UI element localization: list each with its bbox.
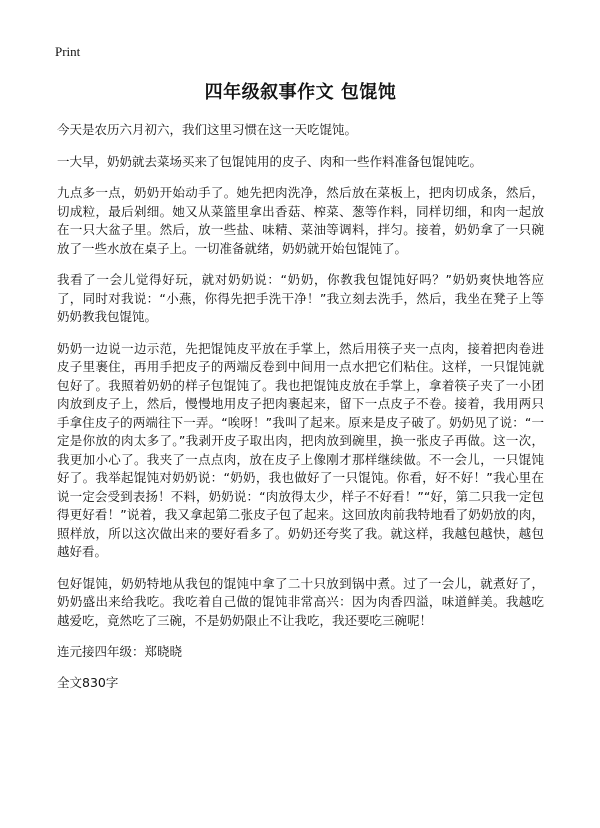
article-paragraph-4: 我看了一会儿觉得好玩，就对奶奶说：“奶奶，你教我包馄饨好吗？”奶奶爽快地答应了，同时对我说：“小燕，你得先把手洗干净！”我立刻去洗手，然后，我坐在凳子上等奶奶教我包馄饨。 [57, 272, 544, 324]
article-title: 四年级叙事作文 包馄饨 [204, 82, 397, 103]
article-paragraph-3: 九点多一点，奶奶开始动手了。她先把肉洗净，然后放在菜板上，把肉切成条，然后，切成粒，最后剁细。她又从菜篮里拿出香菇、榨菜、葱等作料，同样切细，和肉一起放在一只大盆子里。然后，放一些盐、味精、菜油等调料，拌匀。接着，奶奶拿了一只碗放了一些水放在桌子上。一切准备就绪，奶奶就开始包馄饨了。 [57, 185, 544, 256]
article-paragraph-2: 一大早，奶奶就去菜场买来了包馄饨用的皮子、肉和一些作料准备包馄饨吃。 [57, 153, 483, 169]
word-count: 全文830字 [57, 675, 119, 690]
article-paragraph-6: 包好馄饨，奶奶特地从我包的馄饨中拿了二十只放到锅中煮。过了一会儿，就煮好了，奶奶盛出来给我吃。我吃着自己做的馄饨非常高兴：因为肉香四溢，味道鲜美。我越吃越爱吃，竟然吃了三碗，不是奶奶限止不让我吃，我还要吃三碗呢！ [57, 575, 544, 628]
print-link[interactable]: Print [55, 44, 81, 59]
author-line: 连元接四年级：郑晓晓 [57, 644, 183, 659]
article-paragraph-1: 今天是农历六月初六，我们这里习惯在这一天吃馄饨。 [57, 122, 358, 137]
article-paragraph-5: 奶奶一边说一边示范，先把馄饨皮平放在手掌上，然后用筷子夹一点肉，接着把肉卷进皮子里裹住，再用手把皮子的两端反卷到中间用一点水把它们粘住。这样，一只馄饨就包好了。我照着奶奶的样子包馄饨了。我也把馄饨皮放在手掌上，拿着筷子夹了一小团肉放到皮子上，然后，慢慢地用皮子把肉裹起来，留下一点皮子不卷。接着，我用两只手拿住皮子的两端往下一弄。“唉呀！”我叫了起来。原来是皮子破了。奶奶见了说：“一定是你放的肉太多了。”我剥开皮子取出肉，把肉放到碗里，换一张皮子再做。这一次，我更加小心了。我夹了一点点肉，放在皮子上像刚才那样继续做。不一会儿，一只馄饨好了。我举起馄饨对奶奶说：“奶奶，我也做好了一只馄饨。你看，好不好！”我心里在说一定会受到表扬！不料，奶奶说：“肉放得太少，样子不好看！”“好，第二只我一定包得更好看！”说着，我又拿起第二张皮子包了起来。这回放肉前我特地看了奶奶放的肉，照样放，所以这次做出来的要好看多了。奶奶还夸奖了我。就这样，我越包越快，越包越好看。 [57, 340, 544, 559]
